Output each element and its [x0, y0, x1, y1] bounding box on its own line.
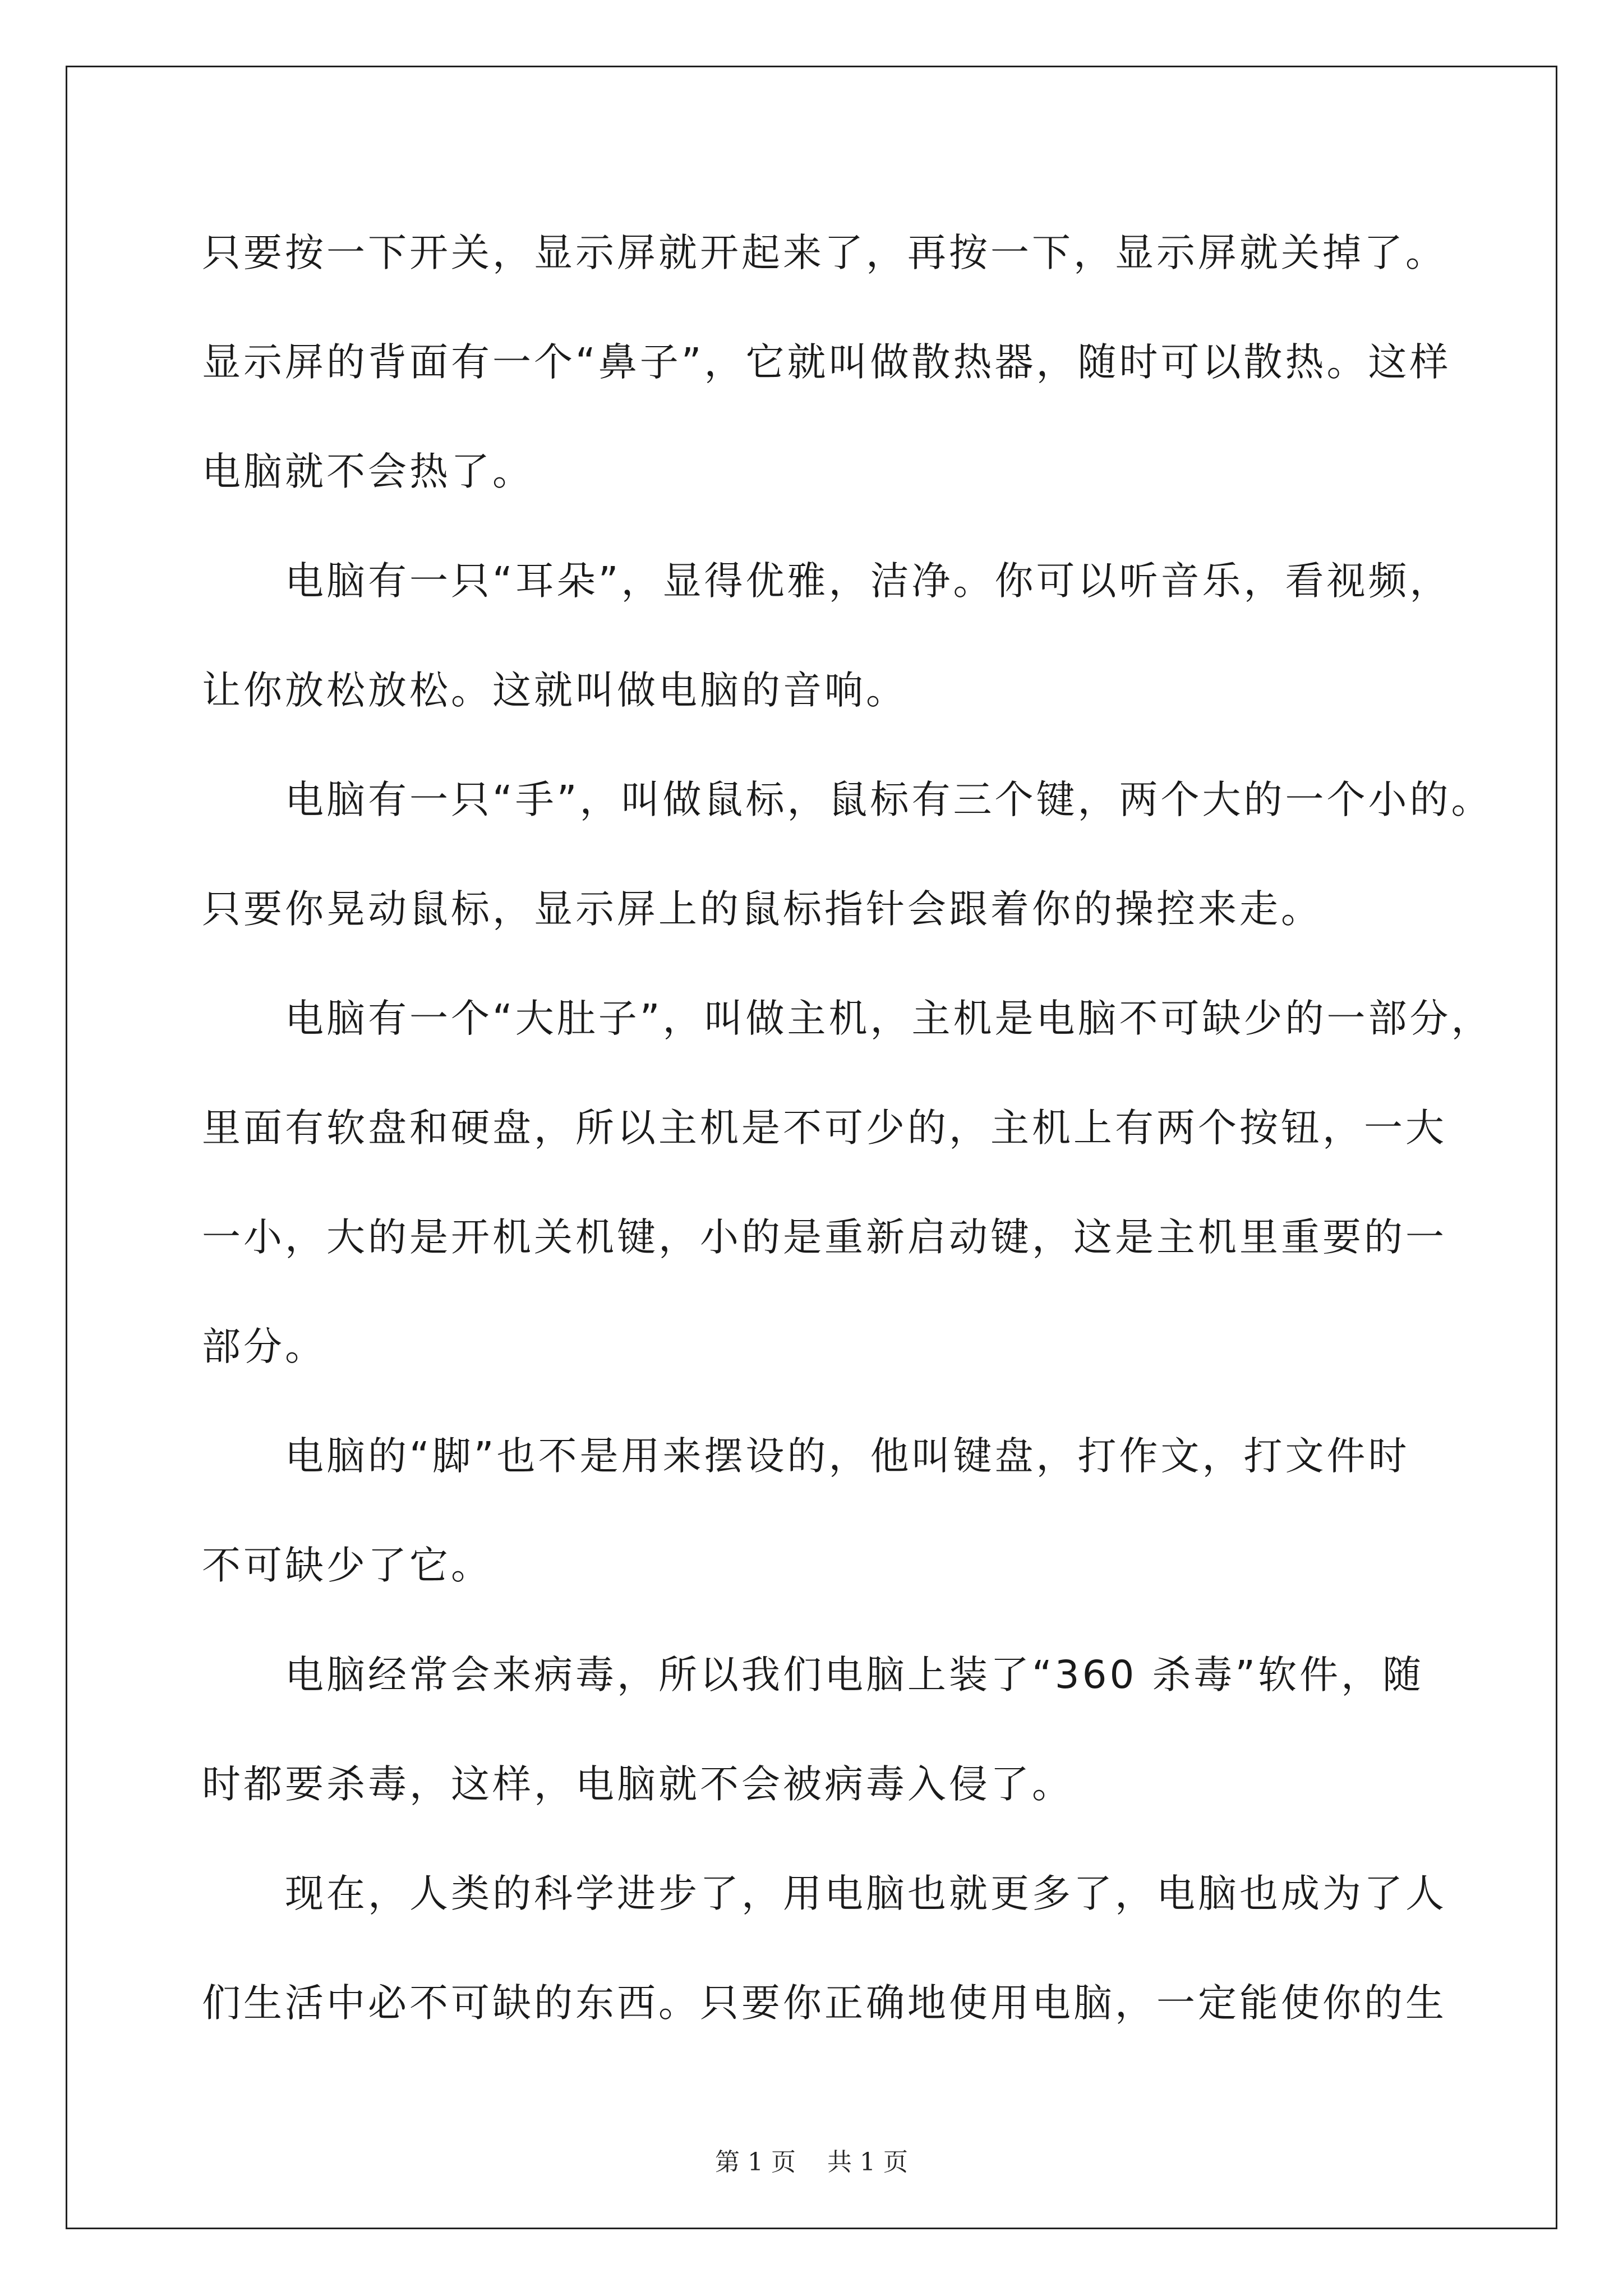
text-line: 部分。 — [202, 1324, 326, 1369]
text-line: 让你放松放松。这就叫做电脑的音响。 — [202, 668, 907, 713]
text-line: 现在，人类的科学进步了，用电脑也就更多了，电脑也成为了人 — [202, 1871, 1447, 1916]
document-body — [202, 199, 1493, 2058]
text-line: 不可缺少了它。 — [202, 1543, 492, 1588]
text-line: 显示屏的背面有一个“鼻子”，它就叫做散热器，随时可以散热。这样 — [202, 340, 1451, 385]
text-line: 电脑有一个“大肚子”，叫做主机，主机是电脑不可缺少的一部分， — [202, 996, 1493, 1041]
page-total: 共 1 页 — [827, 2148, 908, 2177]
text-line: 电脑经常会来病毒，所以我们电脑上装了“360 杀毒”软件，随 — [202, 1653, 1424, 1697]
text-line: 只要按一下开关，显示屏就开起来了，再按一下，显示屏就关掉了。 — [202, 231, 1447, 275]
text-line: 电脑有一只“手”，叫做鼠标，鼠标有三个键，两个大的一个小的。 — [202, 777, 1493, 822]
page-footer — [0, 2142, 1623, 2178]
page-number: 第 1 页 — [715, 2148, 796, 2177]
text-line: 只要你晃动鼠标，显示屏上的鼠标指针会跟着你的操控来走。 — [202, 887, 1322, 932]
text-line: 们生活中必不可缺的东西。只要你正确地使用电脑，一定能使你的生 — [202, 1981, 1447, 2026]
text-line: 一小，大的是开机关机键，小的是重新启动键，这是主机里重要的一 — [202, 1215, 1447, 1260]
text-line: 电脑有一只“耳朵”，显得优雅，洁净。你可以听音乐，看视频， — [202, 559, 1451, 604]
text-line: 电脑就不会热了。 — [202, 449, 534, 494]
text-line: 里面有软盘和硬盘，所以主机是不可少的，主机上有两个按钮，一大 — [202, 1106, 1447, 1151]
text-line: 时都要杀毒，这样，电脑就不会被病毒入侵了。 — [202, 1762, 1073, 1807]
text-line: 电脑的“脚”也不是用来摆设的，他叫键盘，打作文，打文件时 — [202, 1434, 1410, 1479]
